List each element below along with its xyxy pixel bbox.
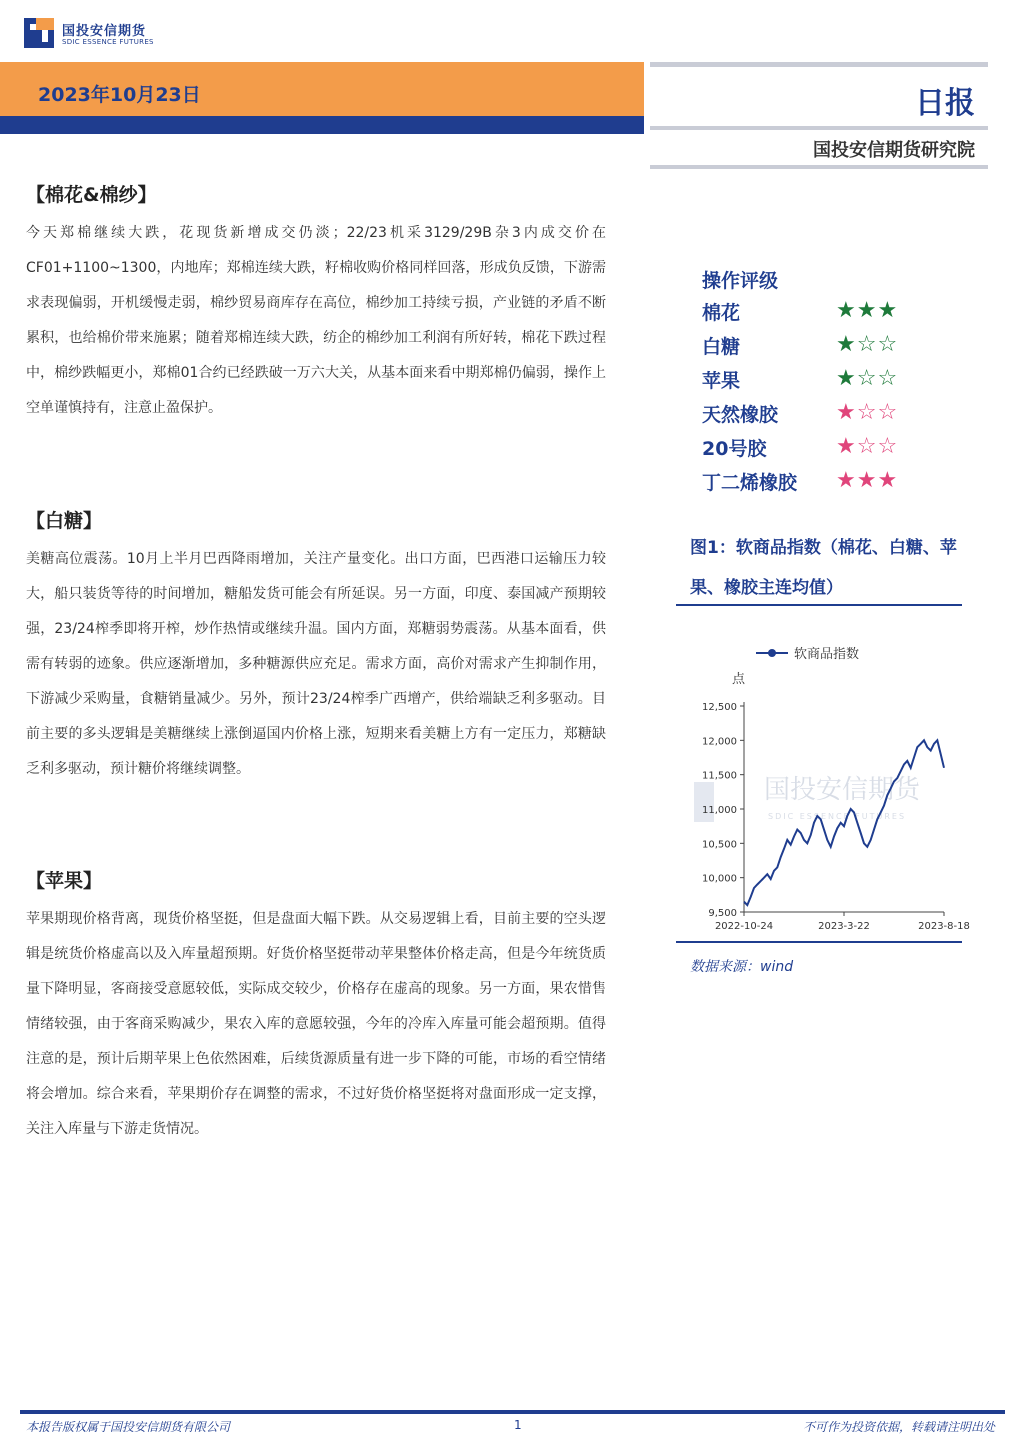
page-number: 1 xyxy=(514,1418,522,1432)
watermark-text-cn: 国投安信期货 xyxy=(764,775,921,805)
rating-stars-icon: ★☆☆ xyxy=(836,332,899,357)
rating-stars-icon: ★☆☆ xyxy=(836,400,899,425)
rating-commodity-name: 丁二烯橡胶 xyxy=(702,472,798,494)
soft-commodity-index-chart xyxy=(676,612,970,940)
footer-rule xyxy=(20,1410,1005,1414)
legend-marker-icon xyxy=(768,649,776,657)
rating-stars-icon: ★★★ xyxy=(836,468,899,493)
header-rule-top xyxy=(650,62,988,67)
section-body-sugar: 美糖高位震荡。10月上半月巴西降雨增加，关注产量变化。出口方面，巴西港口运输压力较大，船只装货等待的时间增加，糖船发货可能会有所延误。另一方面，印度、泰国减产预期较强，23/24榨季即将开榨，炒作热情或继续升温。国内方面，郑糖弱势震荡。从基本面看，供需有转弱的迹象。供应逐渐增加，多种糖源供应充足。需求方面，高价对需求产生抑制作用，下游减少采购量，食糖销量减少。另外，预计23/24榨季广西增产，供给端缺乏利多驱动。目前主要的多头逻辑是美糖继续上涨倒逼国内价格上涨，短期来看美糖上方有一定压力，郑糖缺乏利多驱动，预计糖价将继续调整。 xyxy=(26,551,606,777)
x-tick-label: 2023-3-22 xyxy=(818,921,870,932)
rating-row xyxy=(702,468,922,498)
rating-stars-icon: ★★★ xyxy=(836,298,899,323)
rating-row xyxy=(702,434,922,464)
logo-text-cn: 国投安信期货 xyxy=(62,24,147,39)
y-tick-label: 10,500 xyxy=(702,839,737,851)
rating-row xyxy=(702,332,922,362)
figure-caption: 图1：软商品指数（棉花、白糖、苹果、橡胶主连均值） xyxy=(690,538,957,598)
logo-mark-icon xyxy=(24,18,54,48)
rating-commodity-name: 20号胶 xyxy=(702,438,767,460)
figure-rule-bottom xyxy=(676,941,962,943)
y-tick-label: 9,500 xyxy=(708,908,737,919)
rating-commodity-name: 苹果 xyxy=(702,370,741,392)
rating-row xyxy=(702,366,922,396)
y-tick-label: 10,000 xyxy=(702,873,737,885)
header-rule-middle xyxy=(650,126,988,130)
section-body-apple: 苹果期现价格背离，现货价格坚挺，但是盘面大幅下跌。从交易逻辑上看，目前主要的空头逻辑是统货价格虚高以及入库量超预期。好货价格坚挺带动苹果整体价格走高，但是今年统货质量下降明显，客商接受意愿较低，实际成交较少，价格存在虚高的现象。另一方面，果农惜售情绪较强，由于客商采购减少，果农入库的意愿较强，今年的冷库入库量可能会超预期。值得注意的是，预计后期苹果上色依然困难，后续货源质量有进一步下降的可能，市场的看空情绪将会增加。综合来看，苹果期价存在调整的需求，不过好货价格坚挺将对盘面形成一定支撑，关注入库量与下游走货情况。 xyxy=(26,911,606,1137)
institute-name: 国投安信期货研究院 xyxy=(813,140,975,161)
y-tick-label: 11,500 xyxy=(702,770,737,782)
report-date: 2023年10月23日 xyxy=(38,84,201,106)
rating-title: 操作评级 xyxy=(702,270,779,292)
x-tick-label: 2022-10-24 xyxy=(714,921,774,932)
rating-row xyxy=(702,298,922,328)
header-blue-bar xyxy=(0,116,644,134)
rating-commodity-name: 白糖 xyxy=(702,336,741,358)
section-title-cotton: 【棉花&棉纱】 xyxy=(26,184,157,206)
y-tick-label: 12,000 xyxy=(702,736,737,748)
figure-rule-top xyxy=(676,604,962,606)
data-source: 数据来源：wind xyxy=(690,959,794,975)
watermark-logo-icon xyxy=(694,782,714,822)
footer-copyright: 本报告版权属于国投安信期货有限公司 xyxy=(26,1420,231,1434)
rating-commodity-name: 棉花 xyxy=(702,302,741,324)
legend-label: 软商品指数 xyxy=(794,647,860,662)
y-tick-label: 12,500 xyxy=(702,702,737,713)
logo-text-en: SDIC ESSENCE FUTURES xyxy=(62,38,154,46)
rating-row xyxy=(702,400,922,430)
section-title-apple: 【苹果】 xyxy=(26,870,103,892)
watermark-text-en: SDIC ESSENCE FUTURES xyxy=(768,812,907,821)
footer-disclaimer: 不可作为投资依据，转载请注明出处 xyxy=(802,1420,995,1434)
y-axis-label: 点 xyxy=(732,672,746,687)
rating-commodity-name: 天然橡胶 xyxy=(702,404,779,426)
section-body-cotton: 今天郑棉继续大跌，花现货新增成交仍淡；22/23机采3129/29B杂3内成交价在CF01+1100~1300，内地库；郑棉连续大跌，籽棉收购价格同样回落，形成负反馈，下游需求表现偏弱，开机缓慢走弱，棉纱贸易商库存在高位，棉纱加工持续亏损，产业链的矛盾不断累积，也给棉价带来施累；随着郑棉连续大跌，纺企的棉纱加工利润有所好转，棉花下跌过程中，棉纱跌幅更小，郑棉01合约已经跌破一万六大关，从基本面来看中期郑棉仍偏弱，操作上空单谨慎持有，注意止盈保护。 xyxy=(26,225,606,416)
y-tick-label: 11,000 xyxy=(702,805,737,816)
rating-stars-icon: ★☆☆ xyxy=(836,366,899,391)
x-tick-label: 2023-8-18 xyxy=(918,921,970,932)
company-logo xyxy=(24,18,164,52)
rating-stars-icon: ★☆☆ xyxy=(836,434,899,459)
series-line-soft-commodity-index xyxy=(744,740,944,905)
header-rule-bottom xyxy=(650,165,988,169)
report-type-title: 日报 xyxy=(915,86,975,121)
chart-svg xyxy=(676,612,970,940)
section-title-sugar: 【白糖】 xyxy=(26,510,103,532)
